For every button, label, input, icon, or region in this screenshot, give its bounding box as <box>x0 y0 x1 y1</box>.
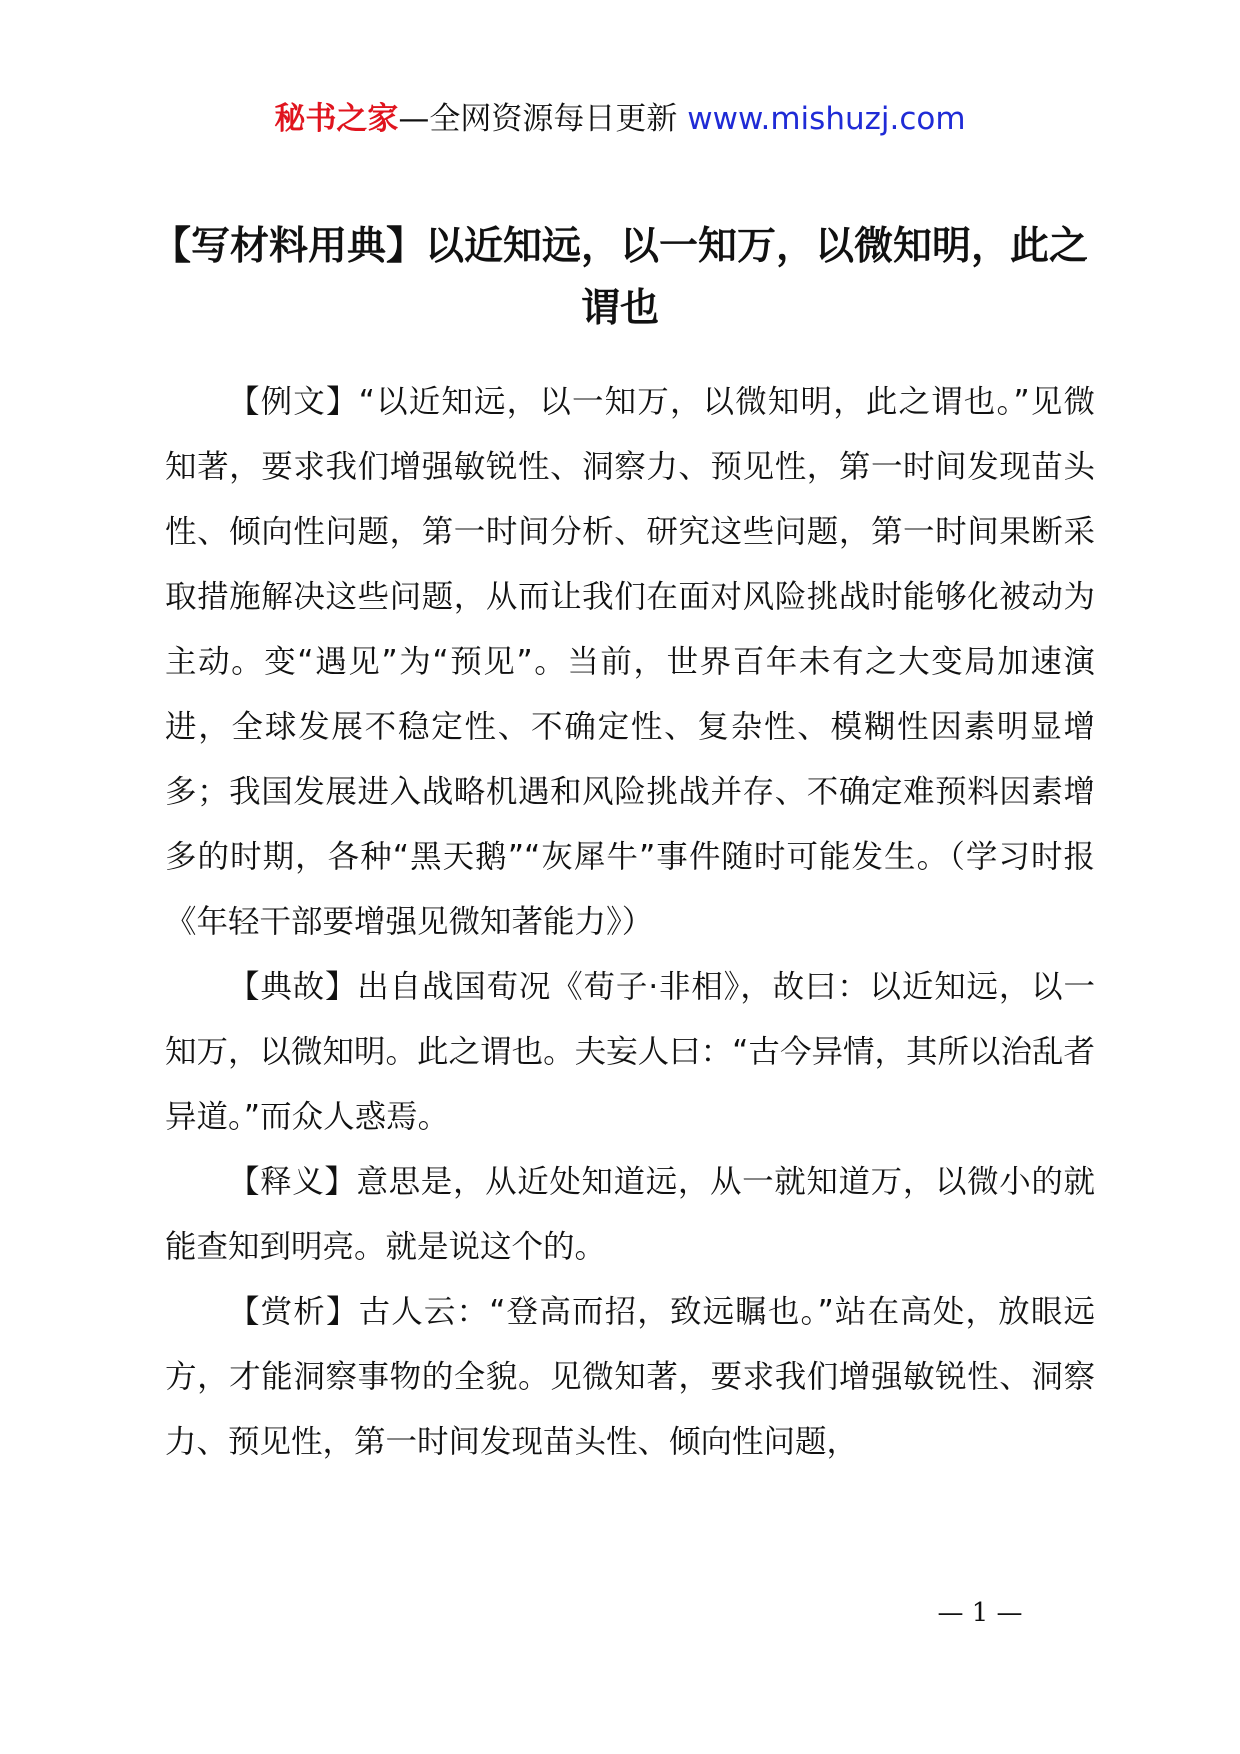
document-body <box>165 370 1095 1475</box>
site-url-link[interactable]: www.mishuzj.com <box>687 101 966 137</box>
paragraph-example: 【例文】“以近知远，以一知万，以微知明，此之谓也。”见微知著，要求我们增强敏锐性、洞察力、预见性，第一时间发现苗头性、倾向性问题，第一时间分析、研究这些问题，第一时间果断采取措施解决这些问题，从而让我们在面对风险挑战时能够化被动为主动。变“遇见”为“预见”。当前，世界百年未有之大变局加速演进，全球发展不稳定性、不确定性、复杂性、模糊性因素明显增多；我国发展进入战略机遇和风险挑战并存、不确定难预料因素增多的时期，各种“黑天鹅”“灰犀牛”事件随时可能发生。（学习时报《年轻干部要增强见微知著能力》） <box>165 384 1095 940</box>
header-tagline: —全网资源每日更新 <box>398 101 678 137</box>
paragraph-allusion: 【典故】出自战国荀况《荀子·非相》，故曰：以近知远，以一知万，以微知明。此之谓也。夫妄人曰：“古今异情，其所以治乱者异道。”而众人惑焉。 <box>165 969 1095 1135</box>
brand-name: 秘书之家 <box>274 101 399 137</box>
page-number: — 1 — <box>937 1598 1023 1628</box>
site-header <box>0 98 1240 140</box>
document-title: 【写材料用典】以近知远，以一知万，以微知明，此之谓也 <box>151 224 1088 331</box>
paragraph-meaning: 【释义】意思是，从近处知道远，从一就知道万，以微小的就能查知到明亮。就是说这个的。 <box>165 1164 1095 1265</box>
paragraph-analysis: 【赏析】古人云：“登高而招，致远瞩也。”站在高处，放眼远方，才能洞察事物的全貌。见微知著，要求我们增强敏锐性、洞察力、预见性，第一时间发现苗头性、倾向性问题， <box>165 1294 1095 1460</box>
